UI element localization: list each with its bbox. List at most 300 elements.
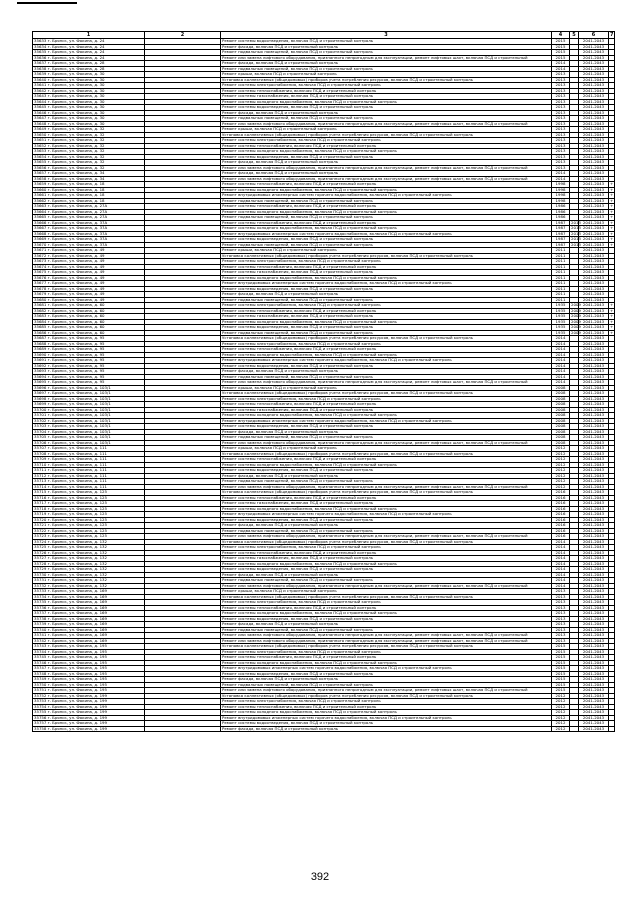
planned-period-cell: 2041-2043 [579,369,609,375]
address: г. Брянск, ул. Фокина, д. 103/1 [47,412,111,417]
work-type-cell: Ремонт системы холодного водоснабжения, включая ПСД и строительный контроль [221,413,552,419]
work-type-cell: Установка коллективных (общедомовых) приборов учета потребления ресурсов, включая ПСД и строительный контроль [221,693,552,699]
work-type-cell: Ремонт подвальных помещений, включая ПСД и строительный контроль [221,627,552,633]
commission-year-cell: 2016 [552,512,570,518]
row-number: 35740 [34,626,47,632]
flag-cell: + [610,324,614,329]
commission-year-cell: 2012 [552,704,570,710]
work-type-cell: Ремонт системы газоснабжения, включая ПСД и строительный контроль [221,270,552,276]
last-repair-year-cell: 2009 [571,313,581,318]
planned-period-cell: 2041-2043 [579,55,609,61]
work-type-cell: Ремонт фасада, включая ПСД и строительный контроль [221,473,552,479]
planned-period-cell: 2041-2043 [579,699,609,705]
work-type-cell: Ремонт подвальных помещений, включая ПСД и строительный контроль [221,297,552,303]
row-number: 35695 [34,379,47,384]
address: г. Брянск, ул. Фокина, д. 95 [47,340,105,346]
work-type-cell: Ремонт системы теплоснабжения, включая ПСД и строительный контроль [221,347,552,353]
commission-year-cell: 2008 [552,424,570,430]
planned-period-cell: 2041-2043 [579,468,609,474]
planned-period-cell: 2041-2043 [579,583,609,589]
work-type-cell: Ремонт системы электроснабжения, включая ПСД и строительный контроль [221,259,552,265]
row-number: 35725 [34,544,47,549]
planned-period-cell: 2041-2043 [579,633,609,639]
address: г. Брянск, ул. Фокина, д. 27А [47,208,108,214]
work-type-cell: Ремонт системы газоснабжения, включая ПСД и строительный контроль [221,407,552,413]
work-type-cell: Ремонт системы газоснабжения, включая ПСД и строительный контроль [221,314,552,320]
planned-period-cell: 2041-2043 [579,446,609,452]
row-number: 35699 [34,401,47,406]
planned-period-cell: 2041-2043 [579,110,609,116]
row-number: 35722 [34,527,47,533]
commission-year-cell: 1935 [552,325,570,331]
work-type-cell: Ремонт системы электроснабжения, включая ПСД и строительный контроль [221,396,552,402]
work-type-cell: Ремонт системы электроснабжения, включая ПСД и строительный контроль [221,341,552,347]
address: г. Брянск, ул. Фокина, д. 32 [47,159,105,164]
work-type-cell: Ремонт или замена лифтового оборудования, признанного непригодным для эксплуатации, ремонт лифтовых шахт, включая ПСД и строительный [221,638,552,644]
address: г. Брянск, ул. Фокина, д. 34 [47,170,105,175]
commission-year-cell: 2011 [552,259,570,265]
flag-cell: + [610,313,614,318]
planned-period-cell: 2041-2043 [579,341,609,347]
last-repair-year-cell: 2009 [571,307,581,313]
commission-year-cell: 2014 [552,550,570,556]
commission-year-cell: 2012 [552,699,570,705]
address: г. Брянск, ул. Фокина, д. 169 [47,588,108,593]
work-type-cell: Ремонт подвальных помещений, включая ПСД и строительный контроль [221,435,552,441]
planned-period-cell: 2041-2043 [579,242,609,248]
commission-year-cell: 2008 [552,407,570,413]
address: г. Брянск, ул. Фокина, д. 27А [47,214,108,219]
work-type-cell: Ремонт системы водоотведения, включая ПСД и строительный контроль [221,567,552,573]
planned-period-cell: 2041-2043 [579,600,609,606]
commission-year-cell: 2014 [552,578,570,584]
work-type-cell: Установка коллективных (общедомовых) приборов учета потребления ресурсов, включая ПСД и строительный контроль [221,594,552,600]
address: г. Брянск, ул. Фокина, д. 37А [47,219,108,225]
work-type-cell: Установка коллективных (общедомовых) приборов учета потребления ресурсов, включая ПСД и строительный контроль [221,644,552,650]
commission-year-cell: 2011 [552,270,570,276]
work-type-cell: Ремонт внутридомовых инженерных систем горячего водоснабжения, включая ПСД и строительный контроль [221,418,552,424]
work-type-cell: Установка коллективных (общедомовых) приборов учета потребления ресурсов, включая ПСД и строительный контроль [221,391,552,397]
commission-year-cell: 2014 [552,545,570,551]
address: г. Брянск, ул. Фокина, д. 30 [47,115,105,120]
commission-year-cell: 1987 [552,220,570,226]
work-type-cell: Ремонт или замена лифтового оборудования, признанного непригодным для эксплуатации, ремонт лифтовых шахт, включая ПСД и строительный [221,440,552,446]
planned-period-cell: 2041-2043 [579,319,609,325]
commission-year-cell: 2015 [552,688,570,694]
planned-period-cell: 2041-2043 [579,435,609,441]
address: г. Брянск, ул. Фокина, д. 30 [47,104,105,109]
work-type-cell: Ремонт подвальных помещений, включая ПСД и строительный контроль [221,66,552,72]
planned-period-cell: 2041-2043 [579,594,609,600]
row-number: 35675 [34,269,47,274]
planned-period-cell: 2041-2043 [579,99,609,105]
capital-repair-register-table [32,31,615,732]
row-number: 35714 [34,483,47,489]
row-number: 35707 [34,445,47,450]
planned-period-cell: 2041-2043 [579,418,609,424]
work-type-cell: Ремонт или замена лифтового оборудования, признанного непригодным для эксплуатации, ремонт лифтовых шахт, включая ПСД и строительный [221,633,552,639]
commission-year-cell: 2016 [552,495,570,501]
address: г. Брянск, ул. Фокина, д. 169 [47,593,108,599]
column-header: 2 [145,32,221,39]
address: г. Брянск, ул. Фокина, д. 49 [47,269,105,274]
commission-year-cell: 2013 [552,77,570,83]
row-number: 35664 [34,208,47,214]
row-number: 35715 [34,489,47,494]
commission-year-cell: 2015 [552,39,570,45]
address: г. Брянск, ул. Фокина, д. 103/1 [47,401,111,406]
address: г. Брянск, ул. Фокина, д. 24 [47,43,105,49]
address: г. Брянск, ул. Фокина, д. 125 [47,494,108,500]
commission-year-cell: 2013 [552,600,570,606]
planned-period-cell: 2041-2043 [579,347,609,353]
row-number: 35638 [34,65,47,71]
work-type-cell: Ремонт или замена лифтового оборудования, признанного непригодным для эксплуатации, ремонт лифтовых шахт, включая ПСД и строительный [221,121,552,127]
planned-period-cell: 2041-2043 [579,407,609,413]
row-number: 35651 [34,137,47,142]
row-number: 35641 [34,82,47,87]
commission-year-cell: 2013 [552,88,570,94]
address: г. Брянск, ул. Фокина, д. 132 [47,549,108,555]
row-number: 35665 [34,214,47,219]
row-number: 35713 [34,478,47,483]
commission-year-cell: 2013 [552,83,570,89]
work-type-cell: Ремонт фасада, включая ПСД и строительный контроль [221,61,552,67]
address: г. Брянск, ул. Фокина, д. 27А [47,203,108,208]
commission-year-cell: 2012 [552,457,570,463]
table-body [33,39,615,732]
address: г. Брянск, ул. Фокина, д. 49 [47,274,105,280]
planned-period-cell: 2041-2043 [579,94,609,100]
row-number: 35697 [34,390,47,395]
work-type-cell: Ремонт системы теплоснабжения, включая ПСД и строительный контроль [221,402,552,408]
row-number: 35746 [34,659,47,665]
row-number: 35696 [34,384,47,390]
address: г. Брянск, ул. Фокина, д. 95 [47,357,105,362]
planned-period-cell: 2041-2043 [579,275,609,281]
work-type-cell: Ремонт системы водоотведения, включая ПСД и строительный контроль [221,721,552,727]
row-number: 35661 [34,192,47,197]
row-number: 35652 [34,142,47,148]
row-number: 35724 [34,538,47,544]
row-number: 35703 [34,423,47,428]
work-type-cell: Ремонт или замена лифтового оборудования, признанного непригодным для эксплуатации, ремонт лифтовых шахт, включая ПСД и строительный [221,534,552,540]
commission-year-cell: 2013 [552,127,570,133]
address: г. Брянск, ул. Фокина, д. 103/1 [47,395,111,401]
work-type-cell: Ремонт системы холодного водоснабжения, включая ПСД и строительный контроль [221,149,552,155]
address: г. Брянск, ул. Фокина, д. 32 [47,137,105,142]
work-type-cell: Ремонт системы электроснабжения, включая ПСД и строительный контроль [221,699,552,705]
planned-period-cell: 2041-2043 [579,182,609,188]
address: г. Брянск, ул. Фокина, д. 95 [47,335,105,340]
planned-period-cell: 2041-2043 [579,303,609,309]
planned-period-cell: 2041-2043 [579,374,609,380]
planned-period-cell: 2041-2043 [579,539,609,545]
planned-period-cell: 2041-2043 [579,220,609,226]
work-type-cell: Ремонт крыши, включая ПСД и строительный контроль [221,385,552,391]
commission-year-cell: 2014 [552,363,570,369]
commission-year-cell: 2014 [552,561,570,567]
planned-period-cell: 2041-2043 [579,396,609,402]
work-type-cell: Ремонт системы электроснабжения, включая ПСД и строительный контроль [221,545,552,551]
row-number: 35755 [34,709,47,714]
planned-period-cell: 2041-2043 [579,116,609,122]
work-type-cell: Ремонт фасада, включая ПСД и строительный контроль [221,572,552,578]
work-type-cell: Ремонт внутридомовых инженерных систем горячего водоснабжения, включая ПСД и строительный контроль [221,193,552,199]
address: г. Брянск, ул. Фокина, д. 132 [47,577,108,582]
planned-period-cell: 2041-2043 [579,550,609,556]
row-number: 35662 [34,197,47,203]
row-number: 35636 [34,54,47,60]
row-number: 35731 [34,577,47,582]
last-repair-year-cell [570,726,579,732]
column-header: 3 [221,32,552,39]
row-number: 35672 [34,252,47,258]
work-type-cell: Ремонт системы газоснабжения, включая ПСД и строительный контроль [221,94,552,100]
work-type-cell: Ремонт системы холодного водоснабжения, включая ПСД и строительный контроль [221,611,552,617]
planned-period-cell: 2041-2043 [579,561,609,567]
commission-year-cell: 2012 [552,721,570,727]
address: г. Брянск, ул. Фокина, д. 125 [47,522,108,527]
work-type-cell: Ремонт или замена лифтового оборудования, признанного непригодным для эксплуатации, ремонт лифтовых шахт, включая ПСД и строительный [221,484,552,490]
commission-year-cell: 2013 [552,611,570,617]
row-number: 35730 [34,571,47,577]
row-number: 35680 [34,296,47,302]
planned-period-cell: 2041-2043 [579,501,609,507]
row-number: 35669 [34,236,47,241]
row-number: 35727 [34,555,47,560]
address: г. Брянск, ул. Фокина, д. 169 [47,604,108,610]
address: г. Брянск, ул. Фокина, д. 169 [47,610,108,615]
address: г. Брянск, ул. Фокина, д. 111 [47,467,108,472]
address: г. Брянск, ул. Фокина, д. 199 [47,692,108,698]
address: г. Брянск, ул. Фокина, д. 169 [47,632,108,637]
work-type-cell: Ремонт системы теплоснабжения, включая ПСД и строительный контроль [221,550,552,556]
row-number: 35737 [34,610,47,615]
work-type-cell: Ремонт системы холодного водоснабжения, включая ПСД и строительный контроль [221,710,552,716]
commission-year-cell: 2014 [552,369,570,375]
row-number: 35670 [34,241,47,247]
commission-year-cell: 2015 [552,55,570,61]
work-type-cell: Ремонт системы холодного водоснабжения, включая ПСД и строительный контроль [221,506,552,512]
commission-year-cell: 2014 [552,347,570,353]
flag-cell: + [610,197,614,203]
work-type-cell: Ремонт подвальных помещений, включая ПСД и строительный контроль [221,528,552,534]
planned-period-cell: 2041-2043 [579,215,609,221]
row-number: 35732 [34,582,47,588]
row-number: 35653 [34,148,47,153]
planned-period-cell: 2041-2043 [579,704,609,710]
last-repair-year-cell: 2009 [571,302,581,307]
commission-year-cell: 2011 [552,281,570,287]
address: г. Брянск, ул. Фокина, д. 49 [47,291,105,296]
row-number: 35739 [34,621,47,626]
work-type-cell: Ремонт системы водоотведения, включая ПСД и строительный контроль [221,517,552,523]
planned-period-cell: 2041-2043 [579,330,609,336]
work-type-cell: Ремонт крыши, включая ПСД и строительный контроль [221,589,552,595]
row-number: 35666 [34,219,47,225]
planned-period-cell: 2041-2043 [579,385,609,391]
commission-year-cell: 2013 [552,594,570,600]
commission-year-cell: 2013 [552,110,570,116]
planned-period-cell: 2041-2043 [579,528,609,534]
work-type-cell: Установка коллективных (общедомовых) приборов учета потребления ресурсов, включая ПСД и строительный контроль [221,539,552,545]
commission-year-cell: 1935 [552,314,570,320]
row-number: 35676 [34,274,47,280]
row-number: 35655 [34,159,47,164]
address: г. Брянск, ул. Фокина, д. 125 [47,489,108,494]
work-type-cell: Ремонт или замена лифтового оборудования, признанного непригодным для эксплуатации, ремонт лифтовых шахт, включая ПСД и строительный [221,165,552,171]
row-number: 35738 [34,615,47,621]
planned-period-cell: 2041-2043 [579,666,609,672]
row-number: 35639 [34,71,47,76]
work-type-cell: Ремонт фасада, включая ПСД и строительный контроль [221,160,552,166]
row-number: 35698 [34,395,47,401]
work-type-cell: Ремонт фасада, включая ПСД и строительный контроль [221,429,552,435]
work-type-cell: Ремонт подвальных помещений, включая ПСД и строительный контроль [221,198,552,204]
address: г. Брянск, ул. Фокина, д. 199 [47,720,108,725]
row-number: 35640 [34,76,47,82]
planned-period-cell: 2041-2043 [579,512,609,518]
commission-year-cell: 1998 [552,187,570,193]
address: г. Брянск, ул. Фокина, д. 60 [47,324,105,329]
commission-year-cell: 2013 [552,94,570,100]
planned-period-cell: 2041-2043 [579,506,609,512]
planned-period-cell: 2041-2043 [579,187,609,193]
commission-year-cell: 1986 [552,215,570,221]
planned-period-cell: 2041-2043 [579,413,609,419]
address: г. Брянск, ул. Фокина, д. 34 [47,175,105,181]
commission-year-cell: 2013 [552,638,570,644]
commission-year-cell: 2008 [552,418,570,424]
address: г. Брянск, ул. Фокина, д. 49 [47,280,105,285]
work-type-cell: Ремонт фасада, включая ПСД и строительный контроль [221,677,552,683]
address: г. Брянск, ул. Фокина, д. 32 [47,131,105,137]
address: г. Брянск, ул. Фокина, д. 95 [47,373,105,379]
planned-period-cell: 2041-2043 [579,616,609,622]
work-type-cell: Ремонт системы холодного водоснабжения, включая ПСД и строительный контроль [221,226,552,232]
address: г. Брянск, ул. Фокина, д. 28 [47,65,105,71]
planned-period-cell: 2041-2043 [579,132,609,138]
planned-period-cell: 2041-2043 [579,237,609,243]
planned-period-cell: 2041-2043 [579,72,609,78]
row-number: 35682 [34,307,47,313]
row-number: 35702 [34,417,47,423]
address: г. Брянск, ул. Фокина, д. 30 [47,98,105,104]
planned-period-cell: 2041-2043 [579,380,609,386]
planned-period-cell: 2041-2043 [579,644,609,650]
commission-year-cell: 2016 [552,490,570,496]
work-type-cell: Ремонт системы газоснабжения, включая ПСД и строительный контроль [221,501,552,507]
work-type-cell: Ремонт или замена лифтового оборудования, признанного непригодным для эксплуатации, ремонт лифтовых шахт, включая ПСД и строительный [221,55,552,61]
work-type-cell: Ремонт крыши, включая ПСД и строительный контроль [221,72,552,78]
address: г. Брянск, ул. Фокина, д. 30 [47,120,105,126]
address: г. Брянск, ул. Фокина, д. 49 [47,252,105,258]
work-type-cell: Ремонт системы теплоснабжения, включая ПСД и строительный контроль [221,605,552,611]
work-type-cell: Ремонт системы холодного водоснабжения, включая ПСД и строительный контроль [221,209,552,215]
planned-period-cell: 2041-2043 [579,572,609,578]
planned-period-cell: 2041-2043 [579,154,609,160]
planned-period-cell: 2041-2043 [579,165,609,171]
work-type-cell: Ремонт фасада, включая ПСД и строительный контроль [221,292,552,298]
address: г. Брянск, ул. Фокина, д. 103/1 [47,384,111,390]
work-type-cell: Ремонт фасада, включая ПСД и строительный контроль [221,726,552,732]
work-type-cell: Ремонт системы электроснабжения, включая ПСД и строительный контроль [221,649,552,655]
commission-year-cell: 2013 [552,116,570,122]
row-number: 35691 [34,357,47,362]
flag-cell: + [610,241,614,247]
last-repair-year-cell: 2013 [571,219,581,225]
commission-year-cell: 2015 [552,677,570,683]
row-number: 35752 [34,692,47,698]
work-type-cell: Ремонт системы холодного водоснабжения, включая ПСД и строительный контроль [221,187,552,193]
commission-year-cell: 2015 [552,44,570,50]
commission-year-cell: 2014 [552,567,570,573]
commission-year-cell: 2014 [552,336,570,342]
planned-period-cell: 2041-2043 [579,105,609,111]
work-type-cell: Ремонт системы холодного водоснабжения, включая ПСД и строительный контроль [221,561,552,567]
address: г. Брянск, ул. Фокина, д. 30 [47,82,105,87]
planned-period-cell: 2041-2043 [579,660,609,666]
row-number: 35685 [34,324,47,329]
work-type-cell: Ремонт подвальных помещений, включая ПСД и строительный контроль [221,374,552,380]
commission-year-cell: 2014 [552,380,570,386]
planned-period-cell: 2041-2043 [579,490,609,496]
address: г. Брянск, ул. Фокина, д. 24 [47,54,105,60]
commission-year-cell: 2014 [552,61,570,67]
commission-year-cell: 2013 [552,121,570,127]
commission-year-cell: 2014 [552,583,570,589]
address: г. Брянск, ул. Фокина, д. 125 [47,533,108,538]
row-number: 35749 [34,676,47,681]
row-number: 35710 [34,461,47,467]
row-number: 35706 [34,439,47,445]
planned-period-cell: 2041-2043 [579,209,609,215]
address: г. Брянск, ул. Фокина, д. 199 [47,703,108,709]
address: г. Брянск, ул. Фокина, д. 199 [47,698,108,703]
planned-period-cell: 2041-2043 [579,726,609,732]
address: г. Брянск, ул. Фокина, д. 103/1 [47,428,111,434]
commission-year-cell: 2012 [552,726,570,732]
commission-year-cell: 2014 [552,556,570,562]
address: г. Брянск, ул. Фокина, д. 169 [47,599,108,604]
planned-period-cell: 2041-2043 [579,567,609,573]
address: г. Брянск, ул. Фокина, д. 195 [47,676,108,681]
commission-year-cell: 2011 [552,248,570,254]
work-type-cell: Ремонт подвальных помещений, включая ПСД и строительный контроль [221,50,552,56]
work-type-cell: Ремонт системы водоотведения, включая ПСД и строительный контроль [221,363,552,369]
row-number: 35692 [34,362,47,368]
commission-year-cell: 1935 [552,303,570,309]
row-number: 35726 [34,549,47,555]
planned-period-cell: 2041-2043 [579,402,609,408]
commission-year-cell: 1998 [552,193,570,199]
planned-period-cell: 2041-2043 [579,259,609,265]
commission-year-cell: 2014 [552,176,570,182]
planned-period-cell: 2041-2043 [579,292,609,298]
table-row [33,726,615,732]
commission-year-cell: 2013 [552,622,570,628]
row-number: 35648 [34,120,47,126]
address: г. Брянск, ул. Фокина, д. 32 [47,153,105,159]
flag-cell: + [610,236,614,241]
planned-period-cell: 2041-2043 [579,50,609,56]
row-number: 35741 [34,632,47,637]
row-number: 35642 [34,87,47,93]
planned-period-cell: 2041-2043 [579,314,609,320]
row-number: 35668 [34,230,47,236]
planned-period-cell: 2041-2043 [579,363,609,369]
